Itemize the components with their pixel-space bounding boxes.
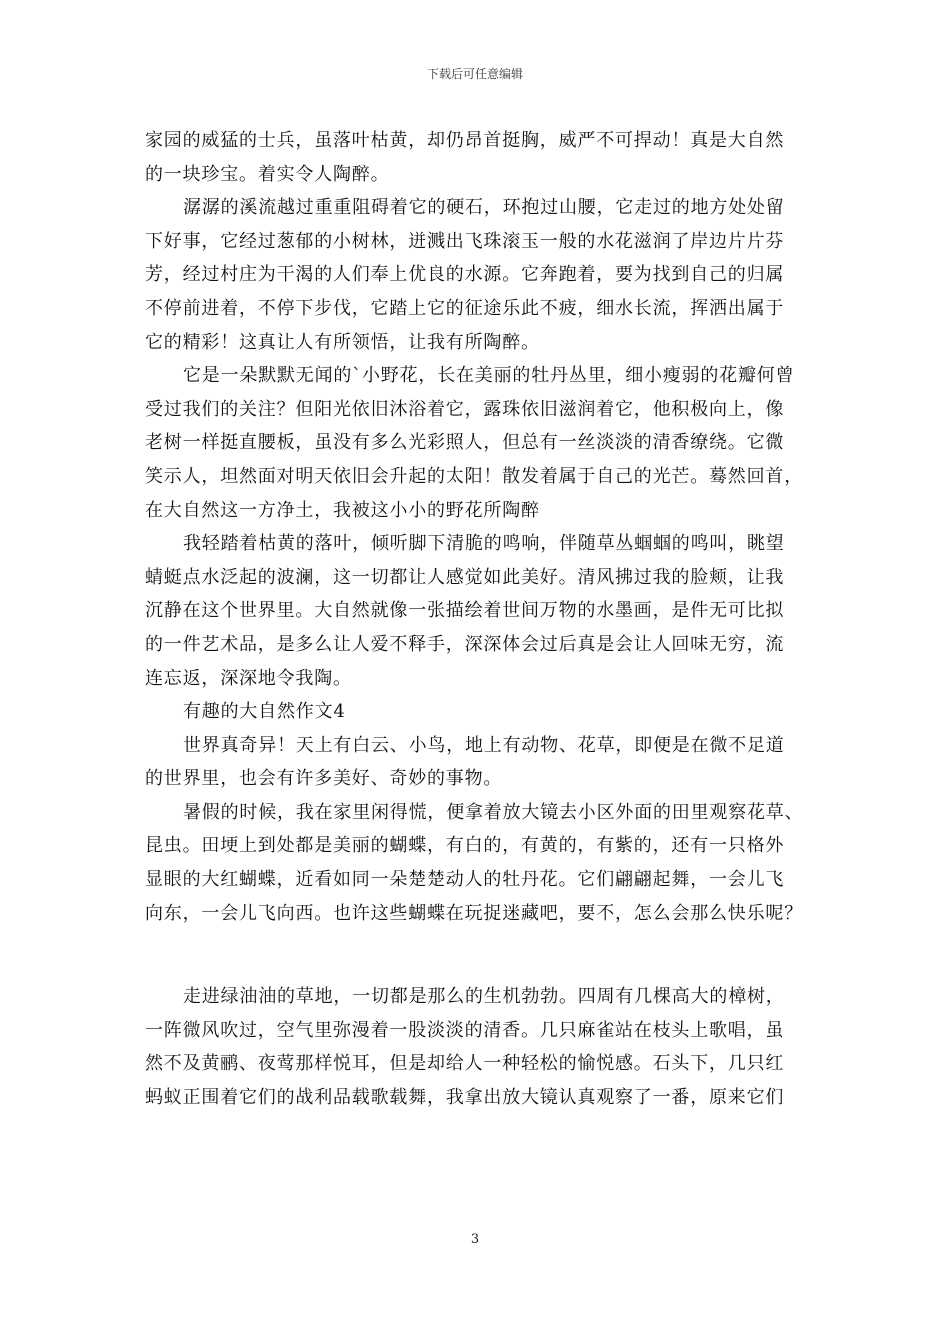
- text-line: 的世界里，也会有许多美好、奇妙的事物。: [145, 768, 503, 790]
- text-line: 芳，经过村庄为干渴的人们奉上优良的水源。它奔跑着，要为找到自己的归属: [145, 264, 785, 286]
- text-line: 受过我们的关注？但阳光依旧沐浴着它，露珠依旧滋润着它，他积极向上，像: [145, 398, 785, 420]
- text-line: 它的精彩！这真让人有所领悟，让我有所陶醉。: [145, 331, 540, 353]
- page-header: 下载后可任意编辑: [426, 67, 523, 81]
- paragraph-start-line: 我轻踏着枯黄的落叶，倾听脚下清脆的鸣响，伴随草丛蝈蝈的鸣叫，眺望: [183, 533, 785, 555]
- text-line: 老树一样挺直腰板，虽没有多么光彩照人，但总有一丝淡淡的清香缭绕。它微: [145, 432, 785, 454]
- text-line: 不停前进着，不停下步伐，它踏上它的征途乐此不疲，细水长流，挥洒出属于: [145, 297, 785, 319]
- text-line: 连忘返，深深地令我陶。: [145, 667, 352, 689]
- text-line: 一阵微风吹过，空气里弥漫着一股淡淡的清香。几只麻雀站在枝头上歌唱，虽: [145, 1019, 785, 1041]
- section-heading: 有趣的大自然作文4: [183, 701, 346, 723]
- text-line: 昆虫。田埂上到处都是美丽的蝴蝶，有白的，有黄的，有紫的，还有一只格外: [145, 835, 785, 857]
- page-number: 3: [470, 1232, 480, 1247]
- paragraph-start-line: 暑假的时候，我在家里闲得慌，便拿着放大镜去小区外面的田里观察花草、: [183, 801, 804, 823]
- text-line: 下好事，它经过葱郁的小树林，迸溅出飞珠滚玉一般的水花滋润了岸边片片芬: [145, 230, 785, 252]
- paragraph-start-line: 走进绿油油的草地，一切都是那么的生机勃勃。四周有几棵高大的樟树，: [183, 986, 785, 1008]
- text-line: 的一块珍宝。着实令人陶醉。: [145, 163, 390, 185]
- paragraph-start-line: 它是一朵默默无闻的`小野花，长在美丽的牡丹丛里，细小瘦弱的花瓣何曾: [183, 365, 795, 387]
- text-line: 向东，一会儿飞向西。也许这些蝴蝶在玩捉迷藏吧，要不，怎么会那么快乐呢？: [145, 902, 803, 924]
- text-line: 沉静在这个世界里。大自然就像一张描绘着世间万物的水墨画，是件无可比拟: [145, 600, 785, 622]
- text-line: 蚂蚁正围着它们的战利品载歌载舞，我拿出放大镜认真观察了一番，原来它们: [145, 1087, 785, 1109]
- text-line: 笑示人，坦然面对明天依旧会升起的太阳！散发着属于自己的光芒。蓦然回首，: [145, 465, 803, 487]
- paragraph-start-line: 世界真奇异！天上有白云、小鸟，地上有动物、花草，即便是在微不足道: [183, 734, 785, 756]
- text-line: 家园的威猛的士兵，虽落叶枯黄，却仍昂首挺胸，威严不可捍动！真是大自然: [145, 130, 785, 151]
- paragraph-gap: [145, 930, 813, 980]
- text-line: 在大自然这一方净土，我被这小小的野花所陶醉: [145, 499, 540, 521]
- paragraph-start-line: 潺潺的溪流越过重重阻碍着它的硬石，环抱过山腰，它走过的地方处处留: [183, 197, 785, 219]
- text-line: 的一件艺术品，是多么让人爱不释手，深深体会过后真是会让人回味无穷，流: [145, 633, 785, 655]
- text-line: 蜻蜓点水泛起的波澜，这一切都让人感觉如此美好。清风拂过我的脸颊，让我: [145, 566, 785, 588]
- text-line: 然不及黄鹂、夜莺那样悦耳，但是却给人一种轻松的愉悦感。石头下，几只红: [145, 1053, 785, 1075]
- text-line: 显眼的大红蝴蝶，近看如同一朵楚楚动人的牡丹花。它们翩翩起舞，一会儿飞: [145, 869, 785, 891]
- document-body: [145, 124, 813, 1115]
